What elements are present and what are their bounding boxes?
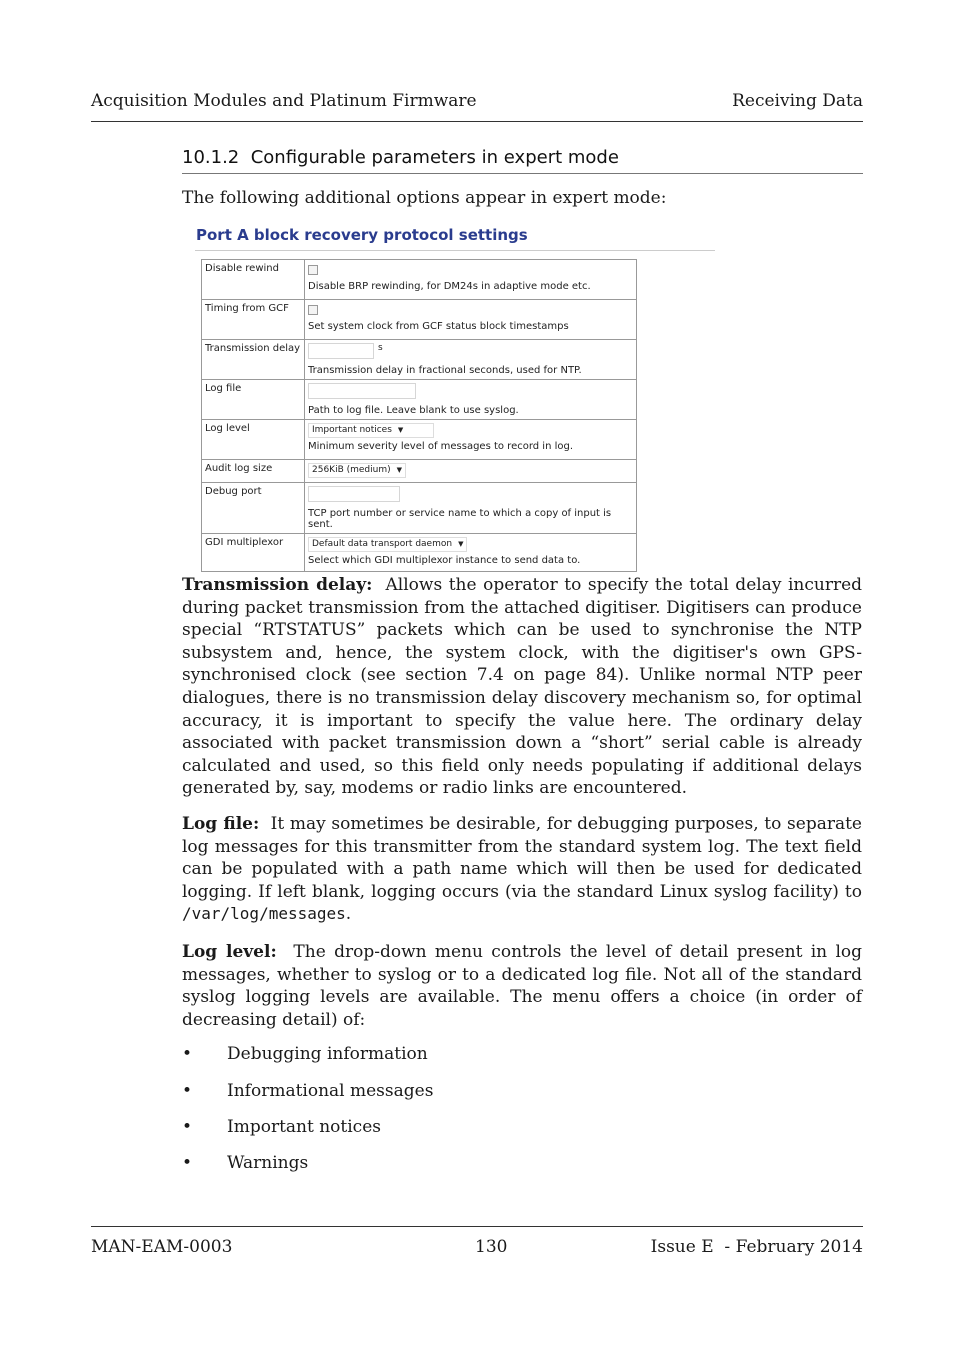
setting-label: GDI multiplexor	[202, 534, 305, 572]
log-path: /var/log/messages	[182, 904, 346, 924]
chevron-down-icon: ▼	[396, 466, 403, 474]
section-number: 10.1.2	[182, 147, 240, 168]
bullet-icon: •	[182, 1081, 193, 1101]
setting-row-timing-from-gcf	[202, 300, 637, 340]
audit-log-size-select[interactable]	[308, 463, 406, 478]
setting-row-debug-port	[202, 483, 637, 534]
gdi-multiplexor-select[interactable]	[308, 537, 467, 552]
section-title: Configurable parameters in expert mode	[250, 147, 619, 168]
setting-control-cell	[305, 380, 637, 420]
setting-hint: Minimum severity level of messages to record in log.	[308, 441, 574, 452]
setting-row-log-file	[202, 380, 637, 420]
setting-label: Disable rewind	[202, 260, 305, 300]
paragraph-log-file	[182, 813, 862, 926]
setting-hint: TCP port number or service name to which a copy of input is sent.	[308, 508, 612, 530]
list-item-text: Important notices	[227, 1117, 381, 1137]
paragraph-transmission-delay	[182, 574, 862, 800]
setting-row-log-level	[202, 420, 637, 460]
list-item-text: Warnings	[227, 1153, 309, 1173]
setting-label: Timing from GCF	[202, 300, 305, 340]
disable-rewind-checkbox[interactable]	[308, 265, 318, 275]
paragraph-lead: Log level:	[182, 942, 277, 962]
bullet-icon: •	[182, 1117, 193, 1137]
running-header-right: Receiving Data	[732, 91, 863, 111]
setting-control-cell	[305, 340, 637, 380]
select-value: Default data transport daemon	[312, 539, 453, 549]
setting-label: Debug port	[202, 483, 305, 534]
select-value: Important notices	[312, 425, 392, 435]
unit-label: s	[378, 343, 383, 353]
setting-row-audit-log-size	[202, 460, 637, 483]
list-item-text: Debugging information	[227, 1044, 428, 1064]
setting-hint: Disable BRP rewinding, for DM24s in adaptive mode etc.	[308, 281, 591, 292]
panel-title: Port A block recovery protocol settings	[196, 226, 528, 244]
intro-text: The following additional options appear in expert mode:	[182, 188, 667, 208]
chevron-down-icon: ▼	[458, 540, 464, 548]
setting-control-cell	[305, 420, 637, 460]
setting-hint: Transmission delay in fractional seconds, used for NTP.	[308, 365, 582, 376]
setting-control-cell	[305, 460, 637, 483]
select-value: 256KiB (medium)	[312, 465, 391, 475]
bullet-icon: •	[182, 1153, 193, 1173]
section-divider	[182, 173, 863, 174]
chevron-down-icon: ▼	[397, 426, 404, 434]
page-number: 130	[475, 1237, 508, 1257]
paragraph-text: It may sometimes be desirable, for debugging purposes, to separate log messages for this transmitter from the standard system log. The text field can be populated with a path name which will then be used for dedicated logging. If left blank, logging occurs (via the standard Linux syslog facility) to	[182, 814, 862, 902]
footer-divider	[91, 1226, 863, 1227]
setting-hint: Path to log file. Leave blank to use syslog.	[308, 405, 519, 416]
list-item-text: Informational messages	[227, 1081, 434, 1101]
setting-label: Log file	[202, 380, 305, 420]
running-header-left: Acquisition Modules and Platinum Firmware	[91, 91, 477, 111]
paragraph-lead: Transmission delay:	[182, 575, 373, 595]
bullet-icon: •	[182, 1044, 193, 1064]
settings-table	[201, 259, 637, 572]
panel-divider	[195, 250, 715, 251]
issue-date: Issue E - February 2014	[650, 1237, 863, 1257]
setting-label: Transmission delay	[202, 340, 305, 380]
setting-hint: Select which GDI multiplexor instance to send data to.	[308, 555, 581, 566]
paragraph-lead: Log file:	[182, 814, 260, 834]
log-file-input[interactable]	[308, 383, 416, 399]
transmission-delay-input[interactable]	[308, 343, 374, 359]
debug-port-input[interactable]	[308, 486, 400, 502]
setting-row-transmission-delay	[202, 340, 637, 380]
header-divider	[91, 121, 863, 122]
paragraph-tail: .	[345, 904, 352, 925]
paragraph-text: The drop-down menu controls the level of detail present in log messages, whether to syslog or to a dedicated log file. Not all of the standard syslog logging levels are available. The menu offers a choice (in order of decreasing detail) of:	[182, 942, 862, 1030]
setting-label: Log level	[202, 420, 305, 460]
setting-control-cell	[305, 260, 637, 300]
paragraph-log-level	[182, 941, 862, 1031]
timing-from-gcf-checkbox[interactable]	[308, 305, 318, 315]
log-level-select[interactable]	[308, 423, 434, 438]
document-id: MAN-EAM-0003	[91, 1237, 233, 1257]
setting-row-disable-rewind	[202, 260, 637, 300]
setting-control-cell	[305, 483, 637, 534]
setting-control-cell	[305, 534, 637, 572]
paragraph-text: Allows the operator to specify the total delay incurred during packet transmission from the attached digitiser. Digitisers can produce special “RTSTATUS” packets which can be used to synchronise the NTP subsystem and, hence, the system clock, with the digitiser's own GPS-synchronised clock (see section 7.4 on page 84). Unlike normal NTP peer dialogues, there is no transmission delay discovery mechanism so, for optimal accuracy, it is important to specify the value here. The ordinary delay associated with packet transmission down a “short” serial cable is already calculated and used, so this field only needs populating if additional delays generated by, say, modems or radio links are encountered.	[182, 575, 863, 799]
settings-panel	[195, 222, 715, 566]
setting-row-gdi-multiplexor	[202, 534, 637, 572]
setting-control-cell	[305, 300, 637, 340]
setting-hint: Set system clock from GCF status block timestamps	[308, 321, 569, 332]
setting-label: Audit log size	[202, 460, 305, 483]
section-heading	[182, 147, 619, 168]
